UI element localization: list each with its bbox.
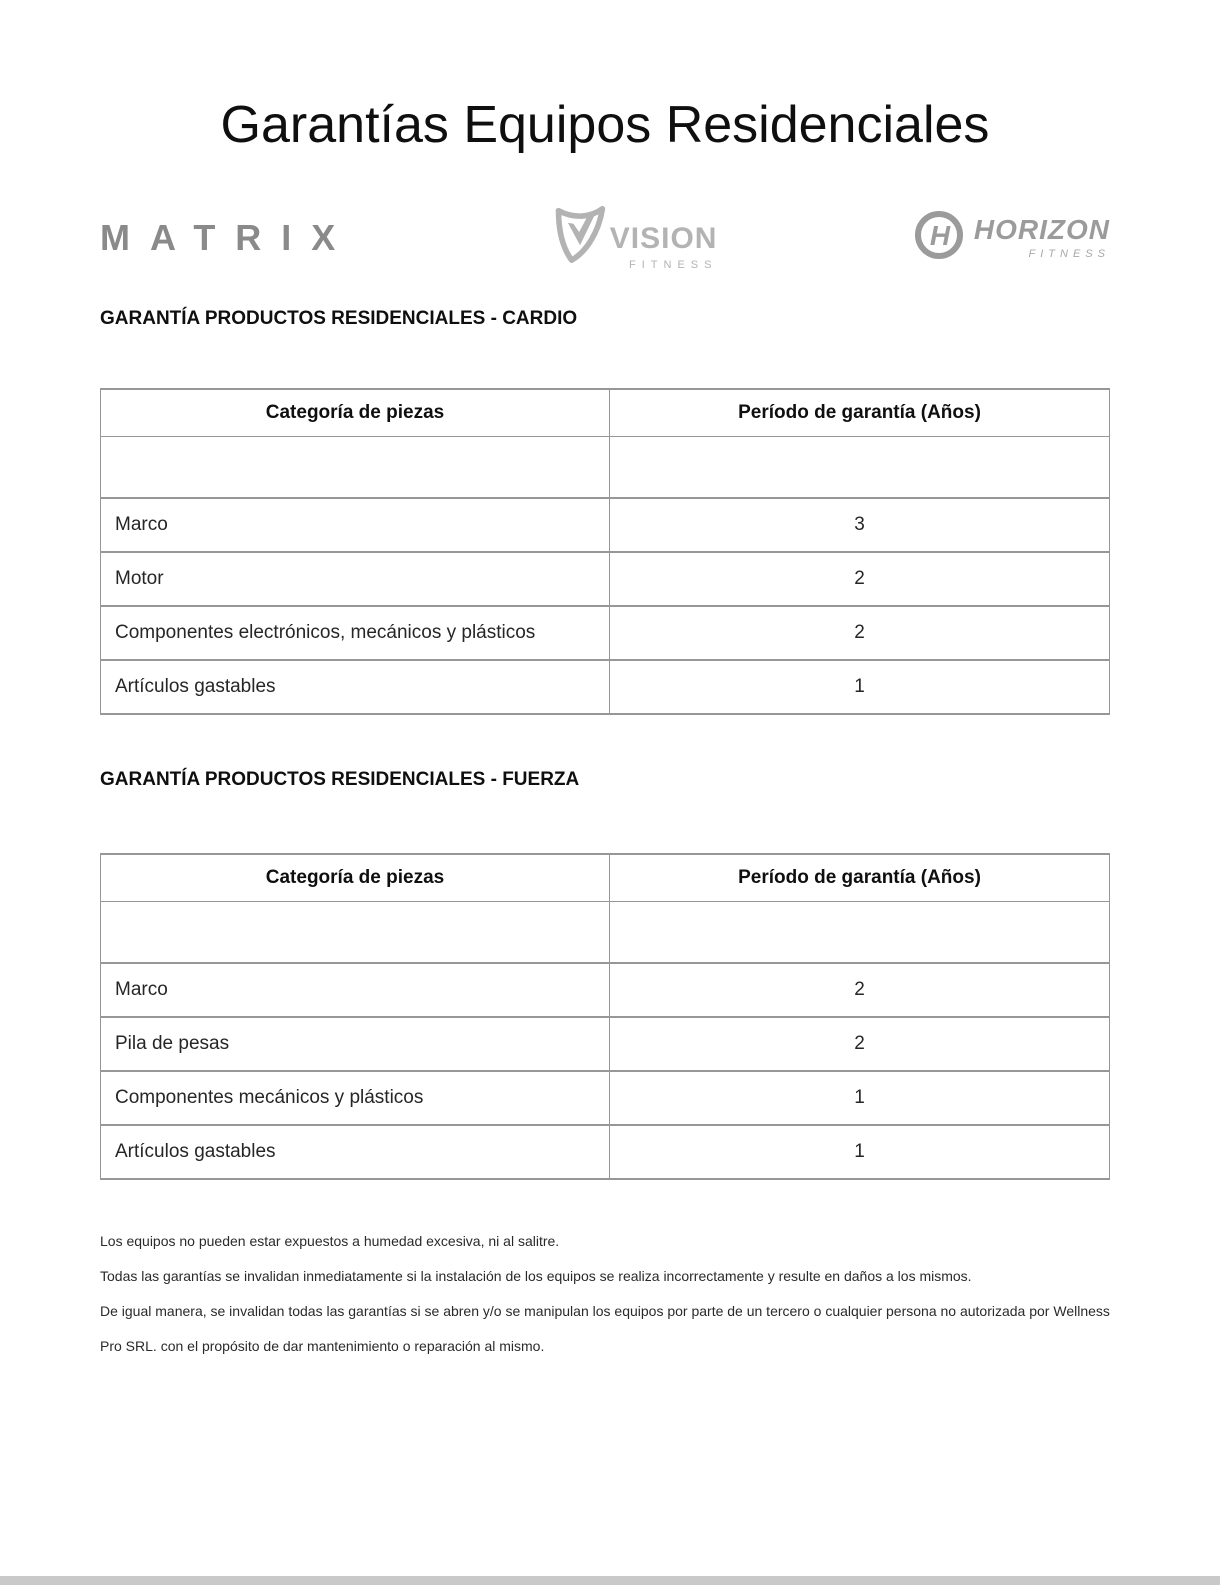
table-body <box>101 901 1109 1178</box>
column-header: Período de garantía (Años) <box>738 401 981 423</box>
vision-shield-icon <box>552 204 608 269</box>
table-row <box>101 605 1109 659</box>
table-row <box>101 551 1109 605</box>
horizon-fitness-text: FITNESS <box>1028 247 1110 260</box>
category-cell: Motor <box>101 551 610 605</box>
table-row <box>101 497 1109 551</box>
table-header <box>101 390 1109 436</box>
spacer-row <box>101 436 1109 497</box>
category-cell: Artículos gastables <box>101 659 610 713</box>
period-cell <box>610 436 1109 497</box>
category-cell <box>101 901 610 962</box>
vision-fitness-logo <box>552 204 718 271</box>
period-cell: 2 <box>610 962 1109 1016</box>
category-cell: Componentes electrónicos, mecánicos y plásticos <box>101 605 610 659</box>
note-paragraph: Los equipos no pueden estar expuestos a humedad excesiva, ni al salitre. <box>100 1232 560 1249</box>
period-cell: 1 <box>610 659 1109 713</box>
horizon-badge-icon <box>914 210 964 265</box>
category-cell: Pila de pesas <box>101 1016 610 1070</box>
horizontal-scrollbar-track[interactable] <box>0 1576 1220 1585</box>
horizon-monogram: H <box>929 220 950 252</box>
period-cell: 3 <box>610 497 1109 551</box>
period-cell: 1 <box>610 1070 1109 1124</box>
matrix-logotype: MATRIX <box>100 216 356 258</box>
category-cell <box>101 436 610 497</box>
table-row <box>101 962 1109 1016</box>
table-row <box>101 1124 1109 1178</box>
header-row <box>101 390 1109 436</box>
page-title: Garantías Equipos Residenciales <box>220 96 990 154</box>
period-cell: 2 <box>610 605 1109 659</box>
period-cell: 1 <box>610 1124 1109 1178</box>
brand-logos <box>100 196 1110 280</box>
column-header: Categoría de piezas <box>101 855 610 901</box>
period-cell <box>610 901 1109 962</box>
category-cell: Componentes mecánicos y plásticos <box>101 1070 610 1124</box>
column-header: Categoría de piezas <box>101 390 610 436</box>
spacer-row <box>101 901 1109 962</box>
table-header <box>101 855 1109 901</box>
header-row <box>101 855 1109 901</box>
note-paragraph: Todas las garantías se invalidan inmediatamente si la instalación de los equipos se realiza incorrectamente y resulte en daños a los mismos. <box>100 1267 972 1284</box>
section-cardio <box>100 308 1110 715</box>
section-fuerza <box>100 769 1110 1180</box>
warranty-table-cardio <box>100 388 1110 715</box>
matrix-logo <box>100 216 356 258</box>
notes <box>100 1224 1110 1364</box>
category-cell: Marco <box>101 497 610 551</box>
table-row <box>101 1016 1109 1070</box>
category-cell: Artículos gastables <box>101 1124 610 1178</box>
horizon-fitness-logo <box>914 210 1110 265</box>
column-header: Período de garantía (Años) <box>738 866 981 888</box>
table-body <box>101 436 1109 713</box>
vision-name-text: VISION <box>609 222 718 256</box>
horizon-wordmark <box>973 213 1110 260</box>
horizon-name-text: HORIZON <box>973 213 1110 245</box>
section-heading: GARANTÍA PRODUCTOS RESIDENCIALES - CARDIO <box>100 307 578 329</box>
warranty-table-fuerza <box>100 853 1110 1180</box>
category-cell: Marco <box>101 962 610 1016</box>
vision-wordmark <box>610 224 718 271</box>
period-cell: 2 <box>610 551 1109 605</box>
period-cell: 2 <box>610 1016 1109 1070</box>
table-row <box>101 1070 1109 1124</box>
vision-fitness-text: FITNESS <box>629 259 718 272</box>
section-heading: GARANTÍA PRODUCTOS RESIDENCIALES - FUERZA <box>100 768 580 790</box>
table-row <box>101 659 1109 713</box>
note-paragraph: De igual manera, se invalidan todas las garantías si se abren y/o se manipulan los equipos por parte de un tercero o cualquier persona no autorizada por Wellness Pro SRL. con el propósito de dar mantenimiento o reparación al mismo. <box>100 1302 1110 1354</box>
